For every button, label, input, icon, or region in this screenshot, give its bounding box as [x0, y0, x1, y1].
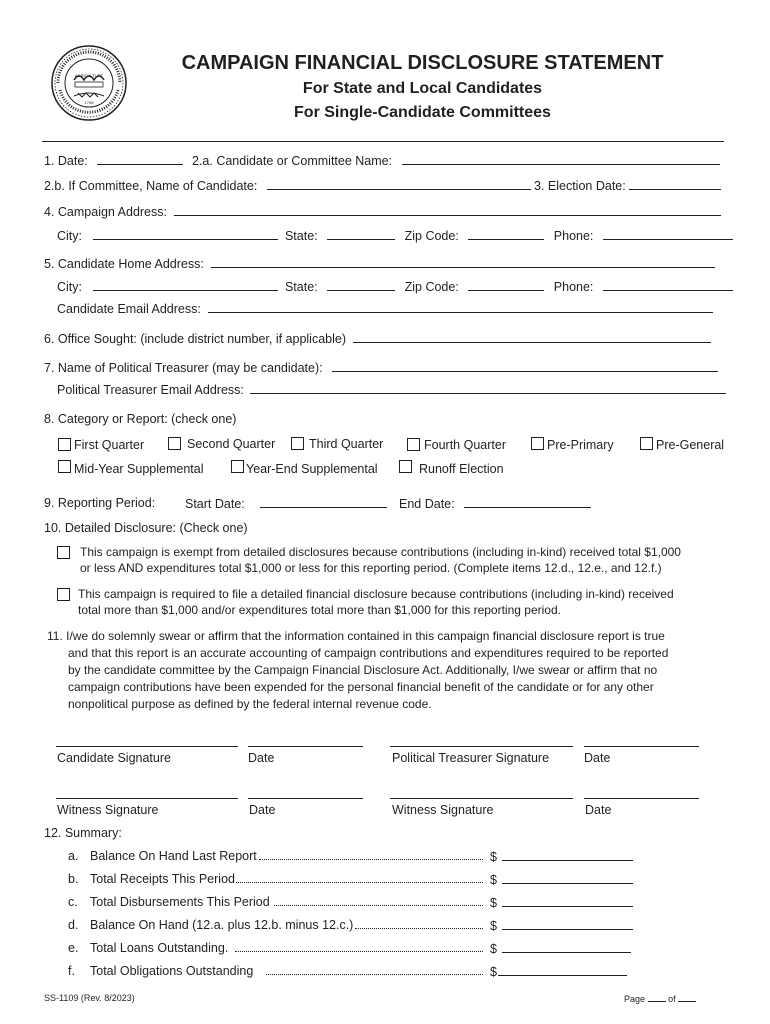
exempt-text-2: or less AND expenditures total $1,000 or less for this reporting period. (Complete items 12.d., 12.e., and 12.f.) — [80, 561, 662, 575]
oath-line-1: 11. I/we do solemnly swear or affirm that the information contained in this campaign financial disclosure report is true — [47, 629, 665, 643]
office-field[interactable] — [353, 331, 711, 343]
currency-sign: $ — [490, 965, 497, 979]
amount-field-e[interactable] — [502, 941, 631, 953]
treasurer-date-line[interactable] — [584, 746, 699, 747]
summary-row-b — [68, 872, 235, 887]
option-runoff-election: Runoff Election — [419, 462, 504, 476]
amount-row-d — [490, 918, 633, 934]
option-pre-primary: Pre-Primary — [547, 438, 614, 452]
home-address-row — [44, 256, 715, 272]
campaign-phone-field[interactable] — [603, 228, 733, 240]
summary-letter: d. — [68, 918, 79, 932]
checkbox-detailed[interactable] — [57, 588, 70, 601]
state-seal — [50, 44, 128, 122]
checkbox-fourth-quarter[interactable] — [407, 438, 420, 451]
start-date-row — [185, 496, 387, 512]
campaign-address-field[interactable] — [174, 204, 721, 216]
amount-row-e — [490, 941, 631, 957]
summary-letter: e. — [68, 941, 79, 955]
leader-d — [355, 918, 483, 929]
detailed-text-2: total more than $1,000 and/or expenditures total more than $1,000 for this reporting period. — [78, 603, 561, 617]
form-subtitle-2: For Single-Candidate Committees — [294, 104, 551, 121]
candidate-email-label: Candidate Email Address: — [57, 302, 201, 316]
end-date-field[interactable] — [464, 496, 591, 508]
of-label: of — [668, 994, 676, 1004]
leader-f — [266, 964, 483, 975]
campaign-phone-label: Phone: — [553, 229, 594, 243]
end-date-label: End Date: — [399, 497, 455, 511]
svg-text:1796: 1796 — [84, 100, 94, 105]
header-rule — [42, 141, 724, 142]
reporting-period-label: 9. Reporting Period: — [44, 496, 156, 510]
witness2-signature-line[interactable] — [390, 798, 573, 799]
amount-field-c[interactable] — [502, 895, 633, 907]
summary-row-a — [68, 849, 257, 864]
option-year-end-supplemental: Year-End Supplemental — [246, 462, 378, 476]
svg-text:AGRICULTURE: AGRICULTURE — [74, 73, 104, 78]
summary-text: Total Loans Outstanding. — [90, 941, 229, 955]
page-number-field[interactable] — [648, 993, 666, 1002]
checkbox-mid-year-supplemental[interactable] — [58, 460, 71, 473]
category-label: 8. Category or Report: (check one) — [44, 412, 237, 426]
date-field[interactable] — [97, 153, 183, 165]
currency-sign: $ — [490, 873, 497, 887]
leader-c — [274, 895, 483, 906]
summary-text: Total Receipts This Period — [90, 872, 235, 886]
checkbox-exempt[interactable] — [57, 546, 70, 559]
summary-text: Balance On Hand Last Report — [90, 849, 257, 863]
committee-candidate-field[interactable] — [267, 178, 531, 190]
form-subtitle-1: For State and Local Candidates — [302, 80, 543, 97]
office-label: 6. Office Sought: (include district number, if applicable) — [44, 332, 347, 346]
campaign-address-row — [44, 204, 721, 220]
home-city-field[interactable] — [93, 279, 278, 291]
option-third-quarter: Third Quarter — [309, 437, 384, 451]
checkbox-pre-primary[interactable] — [531, 437, 544, 450]
currency-sign: $ — [490, 919, 497, 933]
campaign-city-label: City: — [57, 229, 82, 243]
election-date-row — [534, 178, 721, 194]
start-date-label: Start Date: — [185, 497, 245, 511]
date-label: 1. Date: — [44, 154, 88, 168]
home-zip-label: Zip Code: — [404, 280, 459, 294]
treasurer-email-row — [57, 382, 726, 398]
summary-row-e — [68, 941, 228, 956]
witness1-signature-line[interactable] — [56, 798, 238, 799]
office-row — [44, 331, 711, 347]
summary-letter: a. — [68, 849, 79, 863]
candidate-name-row — [192, 153, 720, 169]
summary-letter: c. — [68, 895, 78, 909]
summary-label: 12. Summary: — [44, 826, 122, 840]
campaign-state-label: State: — [284, 229, 318, 243]
page-total-field[interactable] — [678, 993, 696, 1002]
home-zip-field[interactable] — [468, 279, 544, 291]
witness2-signature-label: Witness Signature — [392, 803, 494, 817]
candidate-signature-label: Candidate Signature — [57, 751, 171, 765]
option-pre-general: Pre-General — [656, 438, 725, 452]
witness1-signature-label: Witness Signature — [57, 803, 159, 817]
amount-row-c — [490, 895, 633, 911]
detailed-text-1: This campaign is required to file a detailed financial disclosure because contributions (including in-kind) received — [78, 587, 674, 601]
summary-row-c — [68, 895, 270, 910]
campaign-zip-label: Zip Code: — [404, 229, 459, 243]
campaign-city-field[interactable] — [93, 228, 278, 240]
candidate-date-label: Date — [248, 751, 275, 765]
leader-b — [236, 872, 483, 883]
candidate-name-label: 2.a. Candidate or Committee Name: — [192, 154, 393, 168]
treasurer-field[interactable] — [332, 360, 718, 372]
currency-sign: $ — [490, 942, 497, 956]
summary-letter: f. — [68, 964, 75, 978]
treasurer-signature-line[interactable] — [390, 746, 573, 747]
disclosure-label: 10. Detailed Disclosure: (Check one) — [44, 521, 248, 535]
treasurer-signature-label: Political Treasurer Signature — [392, 751, 550, 765]
checkbox-second-quarter[interactable] — [168, 437, 181, 450]
leader-a — [259, 849, 483, 860]
currency-sign: $ — [490, 896, 497, 910]
candidate-email-field[interactable] — [208, 301, 713, 313]
summary-text: Total Disbursements This Period — [90, 895, 270, 909]
home-city-row — [57, 279, 733, 295]
date-row — [44, 153, 183, 169]
form-title: CAMPAIGN FINANCIAL DISCLOSURE STATEMENT — [181, 52, 664, 74]
form-id: SS-1109 (Rev. 8/2023) — [44, 993, 135, 1003]
oath-line-5: nonpolitical purpose as defined by the federal internal revenue code. — [68, 697, 432, 711]
seal-icon — [50, 44, 128, 122]
option-fourth-quarter: Fourth Quarter — [424, 438, 506, 452]
election-date-label: 3. Election Date: — [534, 179, 626, 193]
home-phone-label: Phone: — [553, 280, 594, 294]
start-date-field[interactable] — [260, 496, 387, 508]
amount-row-a — [490, 849, 633, 865]
summary-row-d — [68, 918, 353, 933]
witness1-date-line[interactable] — [248, 798, 363, 799]
election-date-field[interactable] — [629, 178, 721, 190]
option-first-quarter: First Quarter — [74, 438, 145, 452]
summary-letter: b. — [68, 872, 79, 886]
candidate-signature-line[interactable] — [56, 746, 238, 747]
treasurer-date-label: Date — [584, 751, 611, 765]
amount-field-a[interactable] — [502, 849, 633, 861]
summary-text: Balance On Hand (12.a. plus 12.b. minus 12.c.) — [90, 918, 354, 932]
candidate-date-line[interactable] — [248, 746, 363, 747]
amount-row-f — [490, 964, 627, 980]
home-state-label: State: — [284, 280, 318, 294]
oath-line-2: and that this report is an accurate accounting of campaign contributions and expenditures required to be reported — [68, 646, 669, 660]
summary-text: Total Obligations Outstanding — [90, 964, 254, 978]
currency-sign: $ — [490, 850, 497, 864]
home-phone-field[interactable] — [603, 279, 733, 291]
home-address-field[interactable] — [211, 256, 715, 268]
witness2-date-line[interactable] — [584, 798, 699, 799]
treasurer-row — [44, 360, 718, 376]
option-mid-year-supplemental: Mid-Year Supplemental — [74, 462, 204, 476]
page-number — [624, 993, 696, 1004]
campaign-address-label: 4. Campaign Address: — [44, 205, 167, 219]
candidate-email-row — [57, 301, 713, 317]
campaign-city-row — [57, 228, 733, 244]
page-label: Page — [624, 994, 646, 1004]
campaign-zip-field[interactable] — [468, 228, 544, 240]
candidate-name-field[interactable] — [402, 153, 720, 165]
checkbox-first-quarter[interactable] — [58, 438, 71, 451]
committee-candidate-label: 2.b. If Committee, Name of Candidate: — [44, 179, 258, 193]
end-date-row — [399, 496, 591, 512]
amount-field-d[interactable] — [502, 918, 633, 930]
amount-row-b — [490, 872, 633, 888]
committee-candidate-row — [44, 178, 531, 194]
checkbox-runoff-election[interactable] — [399, 460, 412, 473]
exempt-text-1: This campaign is exempt from detailed disclosures because contributions (including in-kind) received total $1,000 — [80, 545, 681, 559]
home-city-label: City: — [57, 280, 82, 294]
treasurer-email-label: Political Treasurer Email Address: — [57, 383, 244, 397]
oath-line-4: campaign contributions have been expended for the personal financial benefit of the candidate or for any other — [68, 680, 654, 694]
home-address-label: 5. Candidate Home Address: — [44, 257, 204, 271]
treasurer-label: 7. Name of Political Treasurer (may be candidate): — [44, 361, 323, 375]
leader-e — [235, 941, 483, 952]
treasurer-email-field[interactable] — [250, 382, 726, 394]
option-second-quarter: Second Quarter — [187, 437, 276, 451]
home-state-field[interactable] — [327, 279, 395, 291]
oath-line-3: by the candidate committee by the Campaign Financial Disclosure Act. Additionally, I/we swear or affirm that no — [68, 663, 658, 677]
campaign-state-field[interactable] — [327, 228, 395, 240]
witness1-date-label: Date — [249, 803, 276, 817]
checkbox-pre-general[interactable] — [640, 437, 653, 450]
amount-field-b[interactable] — [502, 872, 633, 884]
checkbox-third-quarter[interactable] — [291, 437, 304, 450]
checkbox-year-end-supplemental[interactable] — [231, 460, 244, 473]
summary-row-f — [68, 964, 253, 979]
amount-field-f[interactable] — [498, 964, 627, 976]
witness2-date-label: Date — [585, 803, 612, 817]
